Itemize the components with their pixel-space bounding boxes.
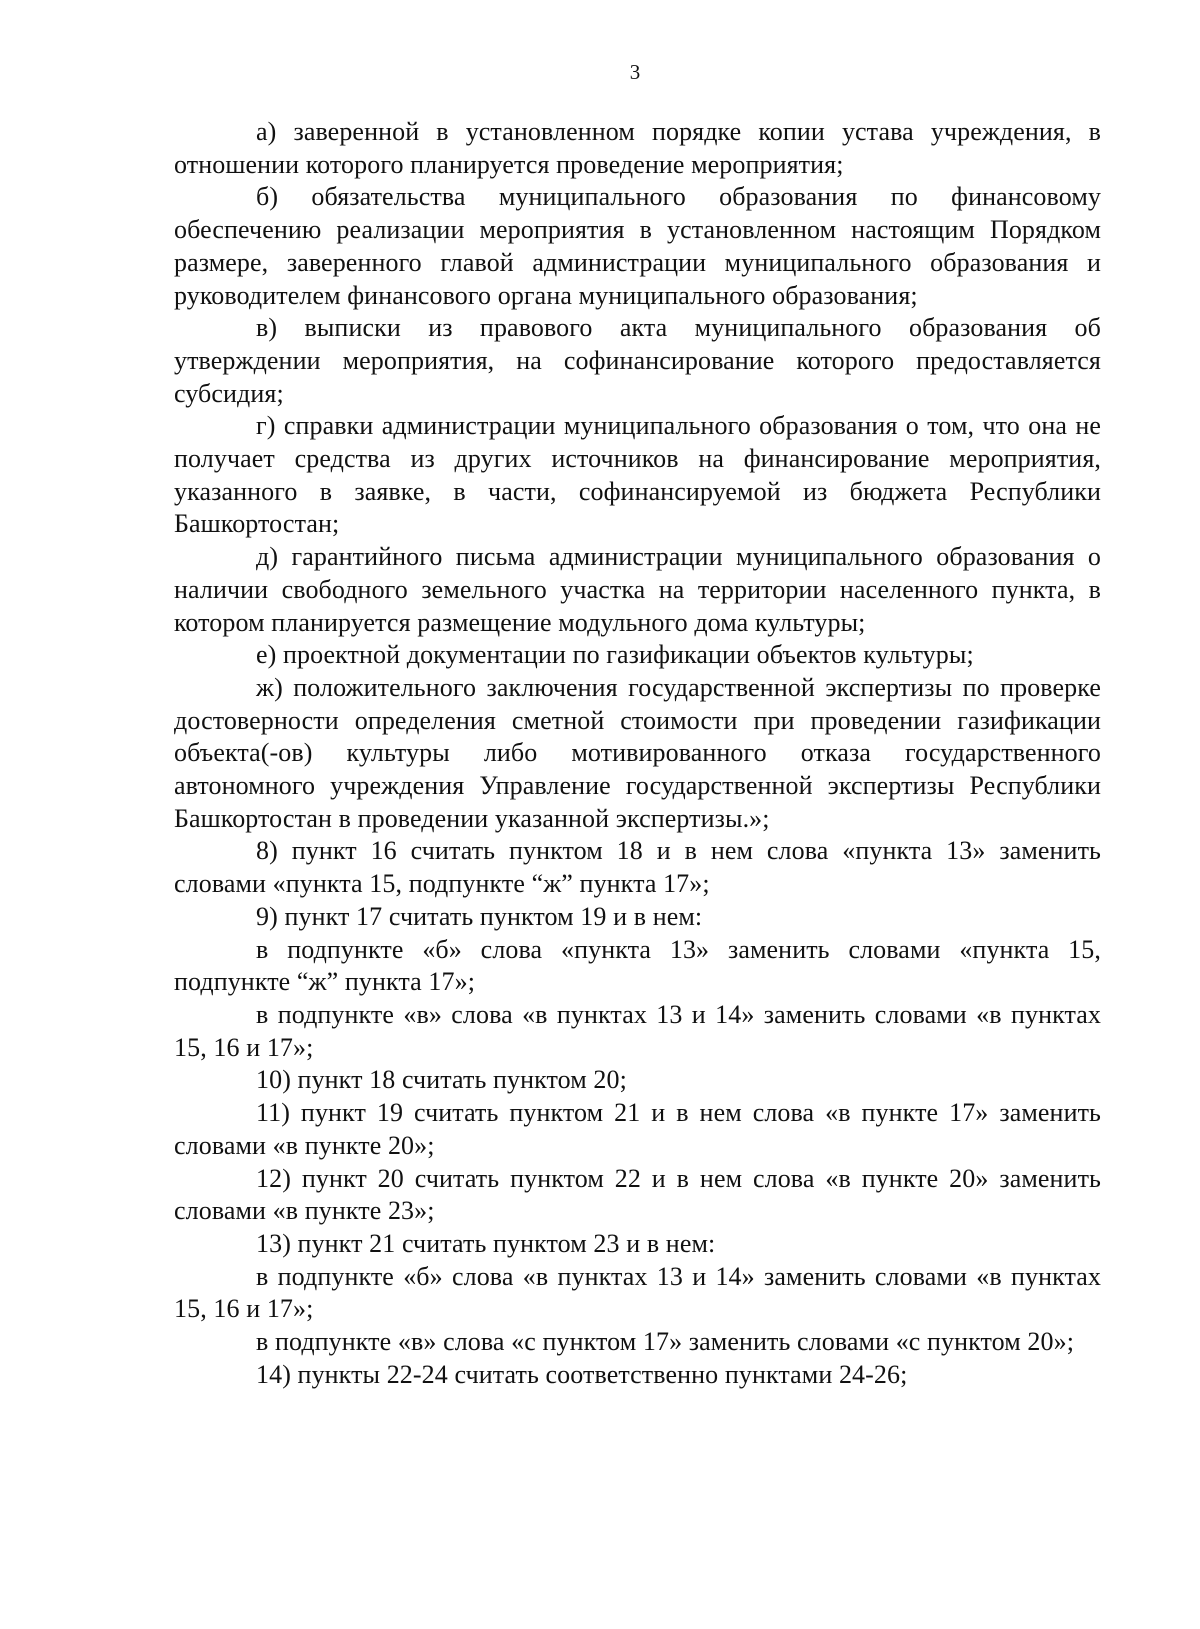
item-13-subitem-v: в подпункте «в» слова «с пунктом 17» заменить словами «с пунктом 20»;: [256, 1327, 1075, 1357]
paragraph-d: д) гарантийного письма администрации муниципального образования о наличии свободного земельного участка на территории населенного пункта, в котором планируется размещение модульного дома культуры;: [174, 542, 1101, 637]
paragraph-e: е) проектной документации по газификации объектов культуры;: [256, 640, 974, 670]
item-13-subitem-b: в подпункте «б» слова «в пунктах 13 и 14» заменить словами «в пунктах 15, 16 и 17»;: [174, 1261, 1101, 1324]
item-9-subitem-b: в подпункте «б» слова «пункта 13» заменить словами «пункта 15, подпункте “ж” пункта 17»;: [174, 934, 1101, 997]
paragraph-g: г) справки администрации муниципального образования о том, что она не получает средства из других источников на финансирование мероприятия, указанного в заявке, в части, софинансируемой из бюджета Республики Башкортостан;: [174, 411, 1101, 539]
item-8: 8) пункт 16 считать пунктом 18 и в нем слова «пункта 13» заменить словами «пункта 15, подпункте “ж” пункта 17»;: [174, 836, 1101, 899]
item-12: 12) пункт 20 считать пунктом 22 и в нем слова «в пункте 20» заменить словами «в пункте 23»;: [174, 1163, 1101, 1226]
item-9: 9) пункт 17 считать пунктом 19 и в нем:: [256, 901, 703, 931]
paragraph-v: в) выписки из правового акта муниципального образования об утверждении мероприятия, на софинансирование которого предоставляется субсидия;: [174, 313, 1101, 408]
item-10: 10) пункт 18 считать пунктом 20;: [256, 1065, 627, 1095]
paragraph-a: а) заверенной в установленном порядке копии устава учреждения, в отношении которого планируется проведение мероприятия;: [174, 117, 1101, 179]
paragraph-b: б) обязательства муниципального образования по финансовому обеспечению реализации мероприятия в установленном настоящим Порядком размере, заверенного главой администрации муниципального образования и руководителем финансового органа муниципального образования;: [174, 182, 1101, 310]
item-11: 11) пункт 19 считать пунктом 21 и в нем слова «в пункте 17» заменить словами «в пункте 20»;: [174, 1098, 1101, 1160]
document-body: [174, 116, 1101, 1391]
item-13: 13) пункт 21 считать пунктом 23 и в нем:: [256, 1228, 716, 1258]
paragraph-zh: ж) положительного заключения государственной экспертизы по проверке достоверности определения сметной стоимости при проведении газификации объекта(-ов) культуры либо мотивированного отказа государственного автономного учреждения Управление государственной экспертизы Республики Башкортостан в проведении указанной экспертизы.»;: [174, 672, 1101, 833]
item-9-subitem-v: в подпункте «в» слова «в пунктах 13 и 14» заменить словами «в пунктах 15, 16 и 17»;: [174, 999, 1101, 1062]
item-14: 14) пункты 22-24 считать соответственно пунктами 24-26;: [256, 1359, 908, 1389]
page-number: 3: [629, 60, 641, 84]
